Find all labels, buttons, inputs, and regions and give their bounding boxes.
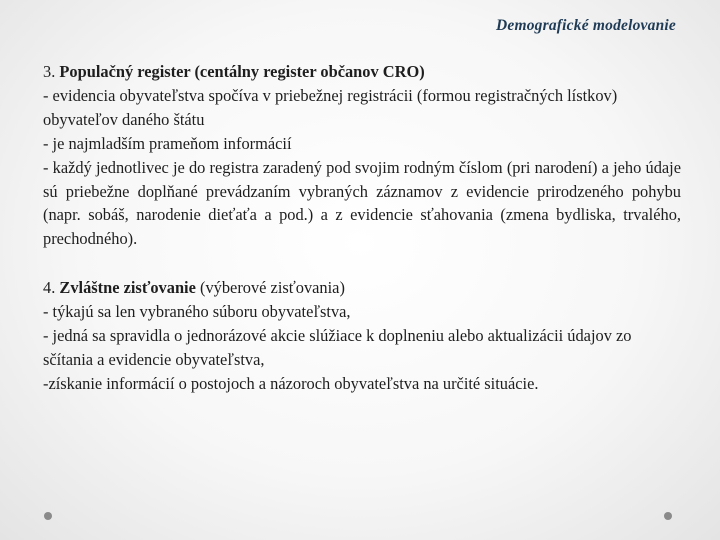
section-3-title: Populačný register (centálny register občanov CRO)	[59, 62, 425, 81]
section-3-heading	[43, 60, 681, 84]
slide-header-title: Demografické modelovanie	[496, 17, 676, 34]
section-3-number: 3.	[43, 62, 56, 81]
section-spacer	[43, 251, 681, 276]
section-4-number: 4.	[43, 278, 56, 298]
corner-dot-right	[664, 512, 672, 520]
section-4-title-note: (výberové zisťovania)	[200, 278, 345, 298]
section-4-item-1: - týkajú sa len vybraného súboru obyvateľstva,	[43, 302, 351, 322]
section-3-item-3: - každý jednotlivec je do registra zaradený pod svojim rodným číslom (pri narodení) a jeho údaje sú priebežne doplňané prevádzaním vybraných záznamov z evidencie prirodzeného pohybu (napr. sobáš, narodenie dieťaťa a pod.) a z evidencie sťahovania (zmena bydliska, trvalého, prechodného).	[43, 157, 681, 249]
section-3-item-2: - je najmladším prameňom informácií	[43, 133, 292, 153]
section-4-title: Zvláštne zisťovanie	[59, 278, 196, 298]
section-4-item-3: -získanie informácií o postojoch a názoroch obyvateľstva na určité situácie.	[43, 373, 539, 393]
corner-dot-left	[44, 512, 52, 520]
slide-content	[43, 60, 681, 396]
section-4-heading	[43, 276, 681, 300]
section-3-item-1: - evidencia obyvateľstva spočíva v priebežnej registrácii (formou registračných lístkov) obyvateľov daného štátu	[43, 85, 618, 129]
section-4-item-2: - jedná sa spravidla o jednorázové akcie slúžiace k doplneniu alebo aktualizácii údajov zo sčítania a evidencie obyvateľstva,	[43, 326, 632, 369]
